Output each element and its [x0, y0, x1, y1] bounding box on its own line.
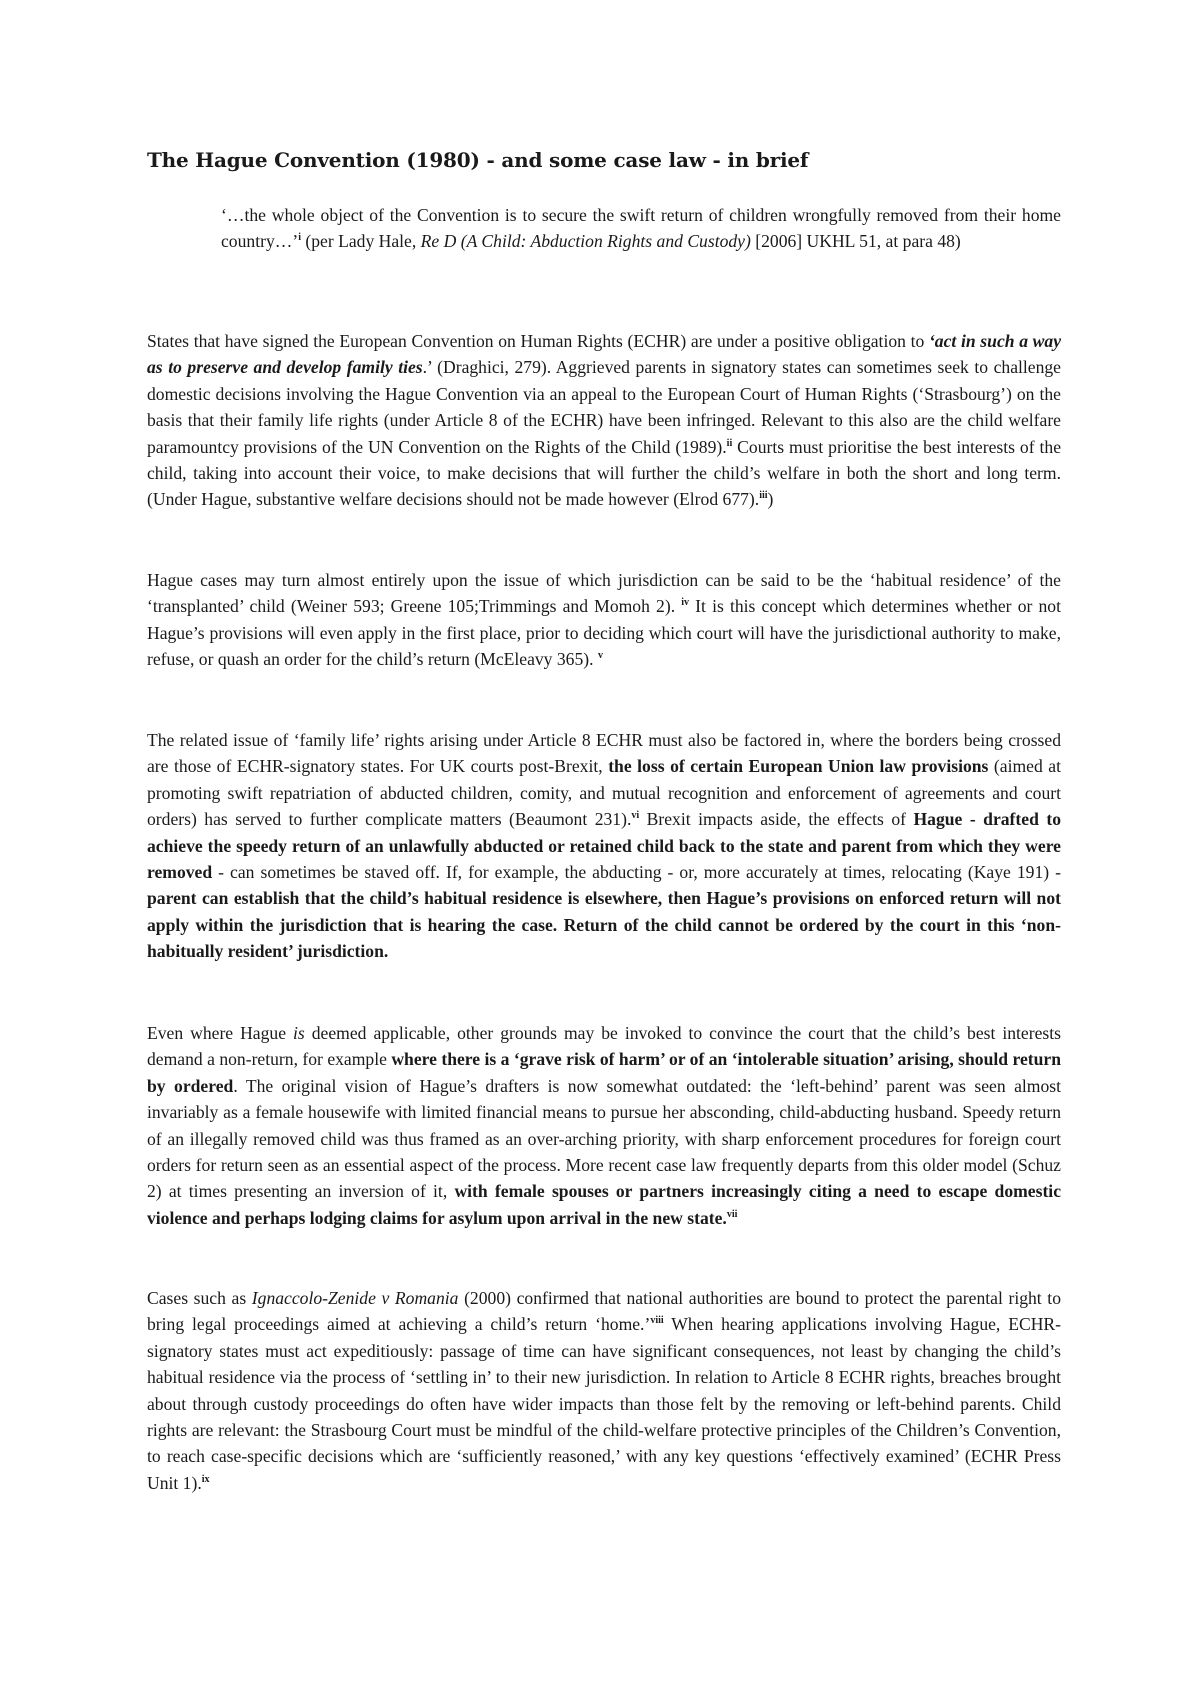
paragraph-habitual-residence [147, 567, 1061, 673]
paragraph-grounds-non-return [147, 1020, 1061, 1231]
bold-text: where there is a ‘grave risk of harm’ or of an ‘intolerable situation’ arising, should return by ordered [147, 1049, 1062, 1096]
text-run: . The original vision of Hague’s drafters is now somewhat outdated: the ‘left-behind’ parent was seen almost invariably as a female housewife with limited financial means to pursue her absconding, child-abducting husband. Speedy return of an illegally removed child was thus framed as an over-arching priority, with sharp enforcement procedures for foreign court orders for return seen as an essential aspect of the process. More recent case law frequently departs from this older model (Schuz 2) at times presenting an inversion of it, [147, 1075, 1061, 1202]
bold-text: parent can establish that the child’s habitual residence is elsewhere, then Hague’s provisions on enforced return will not apply within the jurisdiction that is hearing the case. Return of the child cannot be ordered by the court in this ‘non-habitually resident’ jurisdiction. [147, 888, 1061, 962]
bold-text: Hague - drafted to achieve the speedy return of an unlawfully abducted or retained child back to the state and parent from which they were removed [147, 809, 1061, 883]
endnote-ref[interactable]: ii [726, 437, 733, 449]
text-run: .’ (Draghici, 279). Aggrieved parents in signatory states can sometimes seek to challenge domestic decisions involving the Hague Convention via an appeal to the European Court of Human Rights (‘Strasbourg’) on the basis that their family life rights (under Article 8 of the ECHR) have been infringed. Relevant to this also are the child welfare paramountcy provisions of the UN Convention on the Rights of the Child (1989). [147, 357, 1061, 457]
text-run: deemed applicable, other grounds may be invoked to convince the court that the child’s best interests demand a non-return, for example [147, 1023, 1061, 1070]
text-run: It is this concept which determines whether or not Hague’s provisions will even apply in the first place, prior to deciding which court will have the jurisdictional authority to make, refuse, or quash an order for the child’s return (McEleavy 365). [147, 596, 1061, 670]
endnote-ref[interactable]: vii [726, 1208, 738, 1220]
italic-text: is [293, 1023, 305, 1043]
endnote-ref[interactable]: iii [759, 490, 768, 502]
bold-text: with female spouses or partners increasingly citing a need to escape domestic violence and perhaps lodging claims for asylum upon arrival in the new state. [147, 1181, 1061, 1228]
endnote-ref[interactable]: ix [201, 1473, 210, 1485]
paragraph-case-law [147, 1285, 1061, 1496]
text-run: Brexit impacts aside, the effects of [639, 809, 914, 830]
text-run: Even where Hague [147, 1023, 294, 1043]
paragraph-family-life-rights [147, 727, 1061, 965]
bold-text: the loss of certain European Union law provisions [608, 756, 989, 777]
text-run: Hague cases may turn almost entirely upon the issue of which jurisdiction can be said to be the ‘habitual residence’ of the ‘transplanted’ child (Weiner 593; Greene 105;Trimmings and Momoh 2). [147, 570, 1061, 617]
text-run: ) [767, 489, 774, 510]
quote-text: ‘…the whole object of the Convention is to secure the swift return of children wrongfully removed from their home country…’ [221, 205, 1061, 251]
epigraph-quote [221, 202, 1061, 254]
endnote-ref[interactable]: iv [681, 597, 690, 609]
text-run: (aimed at promoting swift repatriation of abducted children, comity, and mutual recognition and enforcement of agreements and court orders) has served to further complicate matters (Beaumont 231). [147, 756, 1061, 830]
text-run: Cases such as [147, 1288, 252, 1308]
text-run: Courts must prioritise the best interests of the child, taking into account their voice, to make decisions that will further the child’s welfare in both the short and long term. (Under Hague, substantive welfare decisions should not be made however (Elrod 677). [147, 436, 1062, 510]
emphasis-quote: ‘act in such a way as to preserve and develop family ties [147, 331, 1062, 378]
document-title: The Hague Convention (1980) - and some case law - in brief [147, 148, 809, 172]
endnote-ref[interactable]: vi [631, 810, 640, 822]
paragraph-echr-obligation [147, 328, 1061, 513]
quote-citation-end: [2006] UKHL 51, at para 48) [750, 231, 961, 251]
endnote-ref[interactable]: i [298, 232, 301, 244]
endnote-ref[interactable]: viii [650, 1315, 664, 1327]
endnote-ref[interactable]: v [597, 650, 603, 662]
case-name: Re D (A Child: Abduction Rights and Custody) [420, 231, 751, 251]
text-run: (2000) confirmed that national authorities are bound to protect the parental right to bring legal proceedings aimed at achieving a child’s return ‘home.’ [147, 1288, 1061, 1335]
text-run: States that have signed the European Convention on Human Rights (ECHR) are under a positive obligation to [147, 331, 929, 351]
text-run: The related issue of ‘family life’ rights arising under Article 8 ECHR must also be factored in, where the borders being crossed are those of ECHR-signatory states. For UK courts post-Brexit, [147, 730, 1061, 777]
text-run: - can sometimes be staved off. If, for example, the abducting - or, more accurately at times, relocating (Kaye 191) - [212, 862, 1061, 883]
quote-citation: (per Lady Hale, [300, 231, 421, 251]
text-run: When hearing applications involving Hague, ECHR-signatory states must act expeditiously: passage of time can have significant consequences, not least by changing the child’s habitual residence via the process of ‘settling in’ to their new jurisdiction. In relation to Article 8 ECHR rights, breaches brought about through custody proceedings do often have wider impacts than those felt by the removing or left-behind parents. Child rights are relevant: the Strasbourg Court must be mindful of the child-welfare protective principles of the Children’s Convention, to reach case-specific decisions which are ‘sufficiently reasoned,’ with any key questions ‘effectively examined’ (ECHR Press Unit 1). [147, 1314, 1061, 1493]
case-name: Ignaccolo-Zenide v Romania [251, 1288, 459, 1308]
